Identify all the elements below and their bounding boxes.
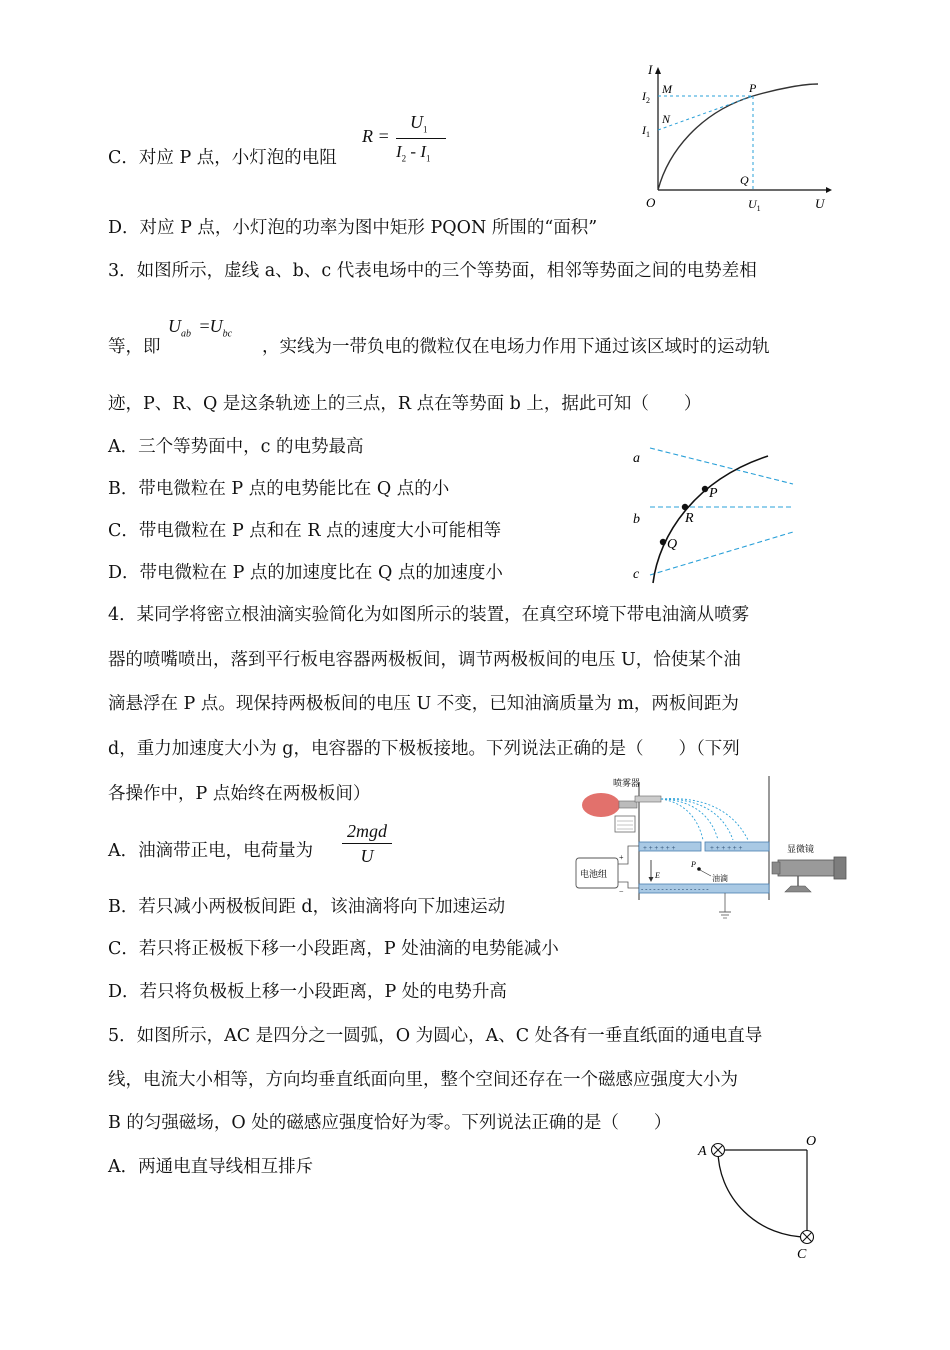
q3-option-b: B．带电微粒在 P 点的电势能比在 Q 点的小 — [108, 479, 450, 499]
label-p: P — [709, 486, 718, 501]
microscope-label: 显微镜 — [787, 844, 815, 854]
label-b: b — [633, 512, 640, 527]
millikan-apparatus — [573, 772, 860, 930]
graph-label-p: P — [749, 81, 757, 95]
label-r: R — [685, 511, 694, 526]
fraction-bar — [396, 138, 446, 139]
graph-label-i1: $I_1$ — [642, 123, 650, 139]
equipotential-figure — [625, 440, 800, 590]
q3-potential-equation: $U_{ab} =U_{bc}$ — [168, 316, 233, 340]
formula-lhs: R = — [362, 126, 390, 146]
label-c: c — [633, 567, 640, 582]
q2-option-c: C．对应 P 点，小灯泡的电阻 — [108, 148, 337, 168]
svg-text:+: + — [619, 853, 624, 862]
iu-graph — [640, 62, 840, 217]
svg-text:+ + + + + +: + + + + + + — [643, 844, 676, 852]
graph-label-i2: $I_2$ — [642, 89, 650, 105]
graph-label-m: M — [662, 82, 672, 96]
wire-a-current-into-page — [712, 1144, 725, 1157]
q3-option-d: D．带电微粒在 P 点的加速度比在 Q 点的加速度小 — [108, 563, 503, 583]
battery-label: 电池组 — [580, 869, 608, 879]
label-q: Q — [667, 537, 678, 552]
q5-stem-line-2: 线，电流大小相等，方向均垂直纸面向里，整个空间还存在一个磁感应强度大小为 — [108, 1070, 738, 1090]
graph-label-q: Q — [740, 173, 749, 187]
q3-stem-line-1: 3．如图所示，虚线 a、b、c 代表电场中的三个等势面，相邻等势面之间的电势差相 — [108, 261, 757, 281]
q4-stem-line-1: 4．某同学将密立根油滴实验简化为如图所示的装置，在真空环境下带电油滴从喷雾 — [108, 605, 750, 625]
oil-drop-label: 油滴 — [712, 874, 728, 883]
microscope — [778, 860, 834, 876]
q3-option-a: A．三个等势面中，c 的电势最高 — [108, 437, 364, 457]
q3-stem-line-2b: ，实线为一带负电的微粒仅在电场力作用下通过该区域时的运动轨 — [262, 337, 770, 357]
q4-stem-line-2: 器的喷嘴喷出，落到平行板电容器两极板间，调节两极板间的电压 U，恰使某个油 — [108, 650, 741, 670]
sprayer-label: 喷雾器 — [613, 778, 641, 788]
svg-text:+ + + + + +: + + + + + + — [710, 844, 743, 852]
field-label-e: E — [655, 871, 660, 880]
q4-option-a: A．油滴带正电，电荷量为 — [108, 841, 314, 861]
q4-stem-line-3: 滴悬浮在 P 点。现保持两极板间的电压 U 不变，已知油滴质量为 m，两板间距为 — [108, 694, 739, 714]
q4-charge-fraction: 2mgd U — [342, 820, 392, 867]
q2-resistance-formula — [362, 112, 462, 172]
graph-label-u1: $U_1$ — [748, 197, 761, 213]
graph-y-axis-label: I — [648, 62, 653, 77]
point-r — [682, 504, 688, 510]
quarter-arc-figure — [690, 1130, 830, 1265]
graph-label-n: N — [662, 112, 671, 126]
q3-stem-line-3: 迹，P、R、Q 是这条轨迹上的三点，R 点在等势面 b 上，据此可知（ ） — [108, 394, 702, 414]
svg-text:−: − — [619, 887, 624, 896]
formula-denominator: $I_2 - I_1$ — [396, 142, 431, 164]
q4-stem-line-5: 各操作中，P 点始终在两极板间） — [108, 784, 371, 804]
sprayer-bulb — [582, 793, 620, 817]
q4-stem-line-4: d，重力加速度大小为 g，电容器的下极板接地。下列说法正确的是（ ）（下列 — [108, 739, 740, 759]
point-q — [660, 539, 666, 545]
q5-option-a: A．两通电直导线相互排斥 — [108, 1157, 314, 1177]
q4-option-b: B．若只减小两极板间距 d，该油滴将向下加速运动 — [108, 897, 506, 917]
wire-c-current-into-page — [801, 1231, 814, 1244]
q2-option-d: D．对应 P 点，小灯泡的功率为图中矩形 PQON 所围的“面积” — [108, 218, 598, 238]
label-a: a — [633, 451, 640, 466]
graph-origin-label: O — [646, 195, 656, 210]
q4-option-c: C．若只将正极板下移一小段距离，P 处油滴的电势能减小 — [108, 939, 559, 959]
graph-x-axis-label: U — [815, 196, 825, 211]
label-o: O — [806, 1134, 817, 1149]
point-p-label: P — [691, 860, 696, 869]
svg-text:- - - - - - - - - - - - - - -: - - - - - - - - - - - - - - - - - — [641, 885, 709, 893]
label-a: A — [698, 1144, 707, 1159]
point-p — [702, 486, 708, 492]
formula-numerator: $U_1$ — [410, 112, 428, 135]
q5-stem-line-3: B 的匀强磁场，O 处的磁感应强度恰好为零。下列说法正确的是（ ） — [108, 1113, 672, 1133]
q4-option-d: D．若只将负极板上移一小段距离，P 处的电势升高 — [108, 982, 507, 1002]
label-c: C — [797, 1247, 807, 1262]
q5-stem-line-1: 5．如图所示，AC 是四分之一圆弧，O 为圆心，A、C 处各有一垂直纸面的通电直导 — [108, 1026, 763, 1046]
q3-stem-line-2a: 等，即 — [108, 337, 161, 357]
q3-option-c: C．带电微粒在 P 点和在 R 点的速度大小可能相等 — [108, 521, 502, 541]
